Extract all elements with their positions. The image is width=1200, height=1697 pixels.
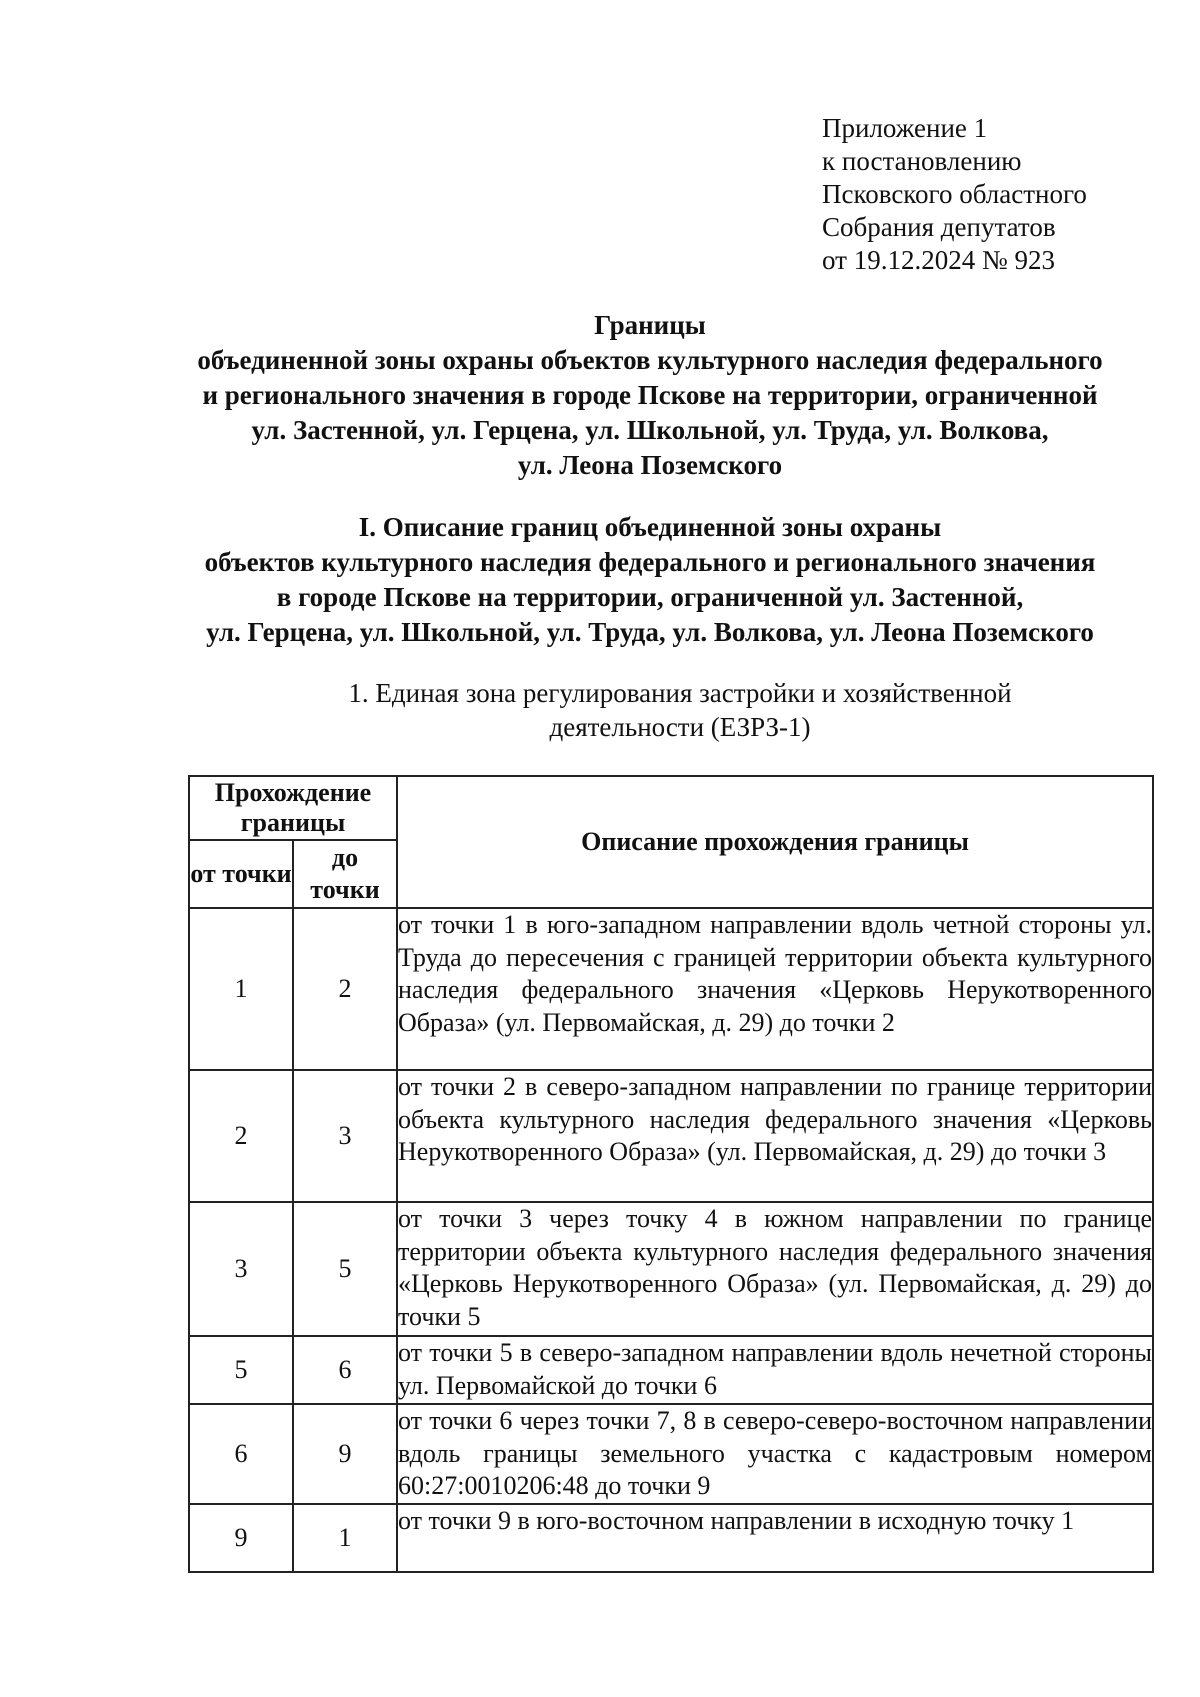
section-line-4: ул. Герцена, ул. Школьной, ул. Труда, ул. Волкова, ул. Леона Поземского — [206, 617, 1094, 647]
row-from-point: 6 — [189, 1404, 293, 1504]
row-description: от точки 2 в северо-западном направлении по границе территории объекта культурного наследия федерального значения «Церковь Нерукотворенного Образа» (ул. Первомайская, д. 29) до точки 3 — [397, 1070, 1153, 1202]
row-from-point: 9 — [189, 1504, 293, 1572]
title-line-2: объединенной зоны охраны объектов культурного наследия федерального — [197, 345, 1103, 375]
row-description: от точки 3 через точку 4 в южном направлении по границе территории объекта культурного наследия федерального значения «Церковь Нерукотворенного Образа» (ул. Первомайская, д. 29) до точки 5 — [397, 1202, 1153, 1336]
title-line-1: Границы — [594, 310, 706, 340]
header-boundary-passage: Прохождение границы — [189, 776, 397, 840]
row-from-point: 5 — [189, 1336, 293, 1404]
table-row — [189, 1404, 1153, 1504]
title-line-3: и регионального значения в городе Пскове на территории, ограниченной — [202, 380, 1098, 410]
boundary-table — [188, 775, 1154, 1573]
row-description: от точки 5 в северо-западном направлении вдоль нечетной стороны ул. Первомайской до точки 6 — [397, 1336, 1153, 1404]
row-from-point: 1 — [189, 908, 293, 1070]
section-line-2: объектов культурного наследия федерального и регионального значения — [204, 547, 1096, 577]
appendix-line-5: от 19.12.2024 № 923 — [822, 245, 1055, 275]
subtitle-line-2: деятельности (ЕЗРЗ-1) — [549, 712, 811, 742]
appendix-block — [822, 112, 1087, 277]
row-to-point: 2 — [293, 908, 397, 1070]
subtitle-line-1: 1. Единая зона регулирования застройки и хозяйственной — [348, 678, 1012, 708]
appendix-line-4: Собрания депутатов — [822, 212, 1056, 242]
header-to-point: до точки — [293, 840, 397, 908]
row-from-point: 3 — [189, 1202, 293, 1336]
row-from-point: 2 — [189, 1070, 293, 1202]
row-to-point: 5 — [293, 1202, 397, 1336]
row-to-point: 1 — [293, 1504, 397, 1572]
section-line-1: I. Описание границ объединенной зоны охраны — [358, 512, 942, 542]
zone-subtitle — [180, 676, 1180, 744]
row-to-point: 9 — [293, 1404, 397, 1504]
section-heading — [150, 510, 1150, 650]
table-row — [189, 1504, 1153, 1572]
row-description: от точки 6 через точки 7, 8 в северо-северо-восточном направлении вдоль границы земельного участка с кадастровым номером 60:27:0010206:48 до точки 9 — [397, 1404, 1153, 1504]
row-to-point: 3 — [293, 1070, 397, 1202]
row-description: от точки 1 в юго-западном направлении вдоль четной стороны ул. Труда до пересечения с границей территории объекта культурного наследия федерального значения «Церковь Нерукотворенного Образа» (ул. Первомайская, д. 29) до точки 2 — [397, 908, 1153, 1070]
header-description: Описание прохождения границы — [397, 776, 1153, 908]
document-title — [150, 308, 1150, 483]
row-description: от точки 9 в юго-восточном направлении в исходную точку 1 — [397, 1504, 1153, 1572]
table-header-row — [189, 776, 1153, 840]
header-from-point: от точки — [189, 840, 293, 908]
appendix-line-1: Приложение 1 — [822, 113, 988, 143]
title-line-4: ул. Застенной, ул. Герцена, ул. Школьной, ул. Труда, ул. Волкова, — [251, 415, 1049, 445]
table-row — [189, 908, 1153, 1070]
table-row — [189, 1070, 1153, 1202]
appendix-line-3: Псковского областного — [822, 179, 1087, 209]
section-line-3: в городе Пскове на территории, ограниченной ул. Застенной, — [276, 582, 1024, 612]
table-row — [189, 1336, 1153, 1404]
row-to-point: 6 — [293, 1336, 397, 1404]
table-row — [189, 1202, 1153, 1336]
title-line-5: ул. Леона Поземского — [517, 450, 783, 480]
appendix-line-2: к постановлению — [822, 146, 1022, 176]
